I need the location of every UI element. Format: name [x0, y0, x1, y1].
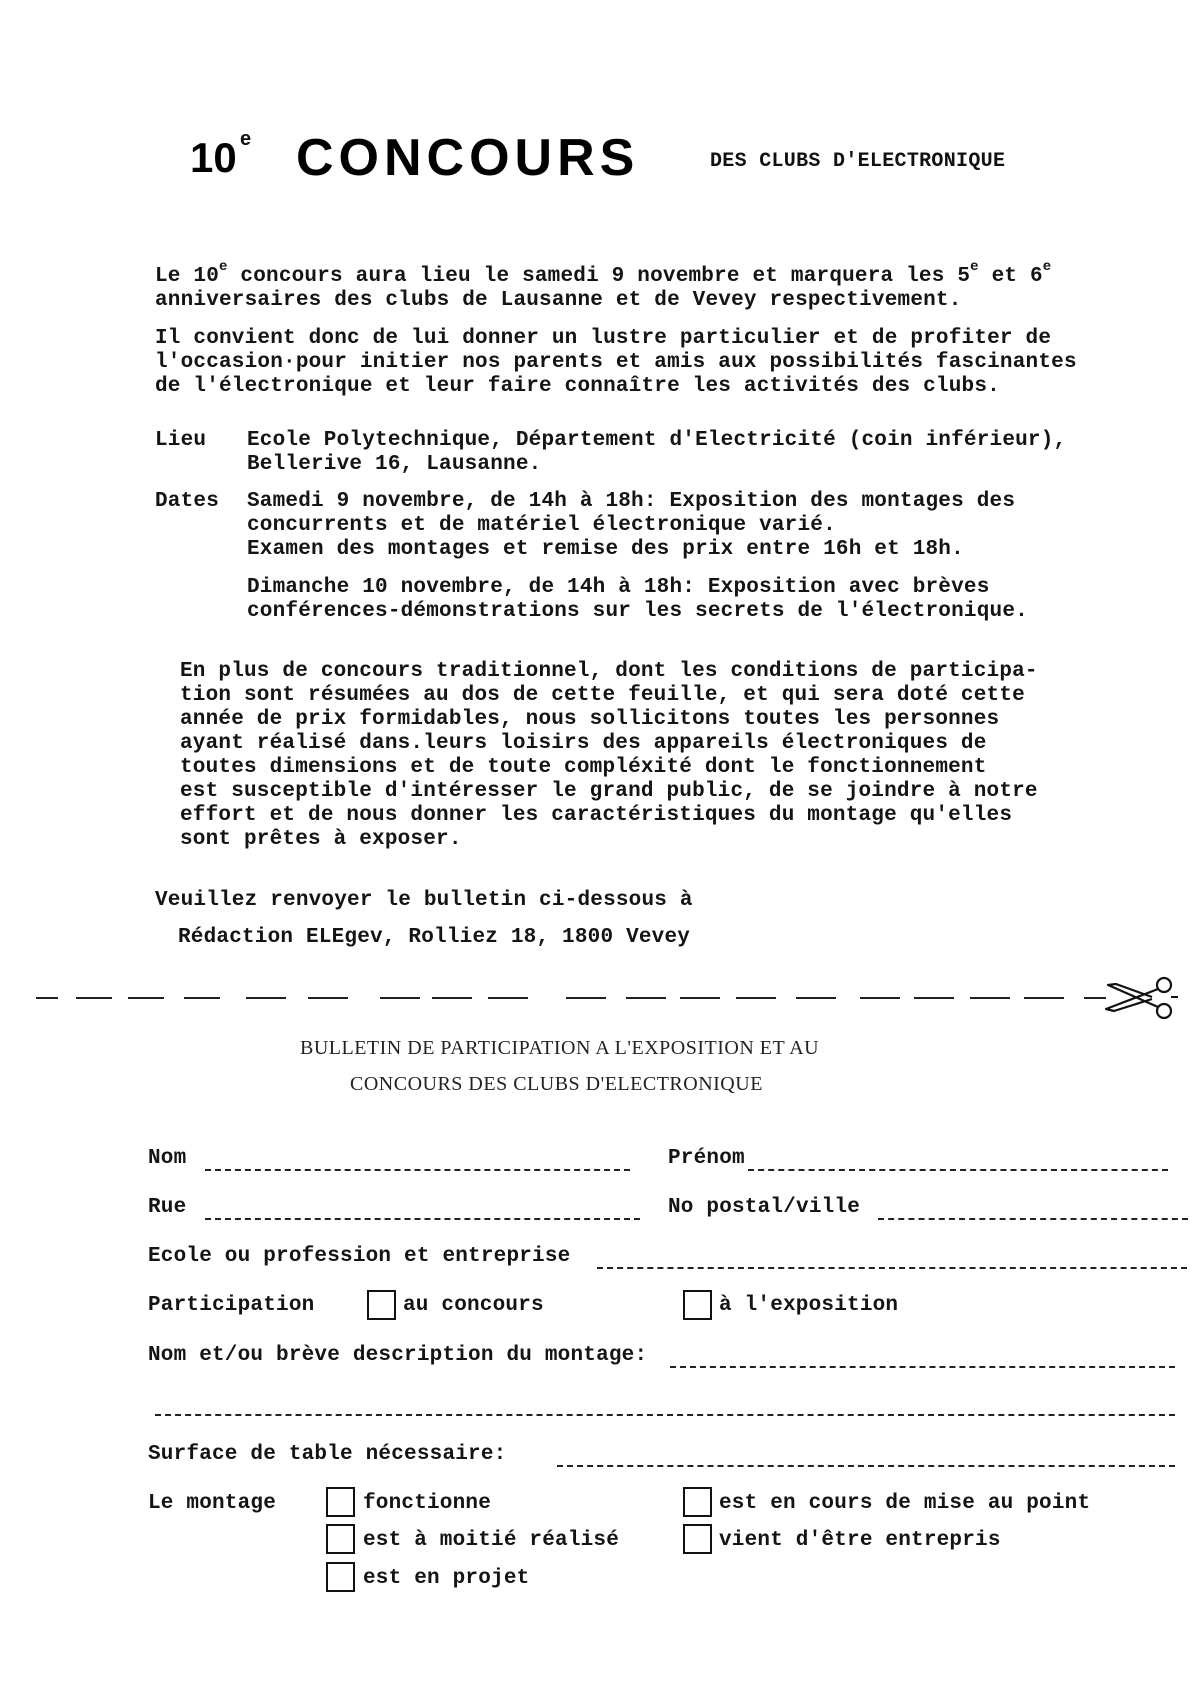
cut-segment	[860, 997, 900, 999]
surface-label: Surface de table nécessaire:	[148, 1443, 507, 1466]
body-line: effort et de nous donner les caractéristiques du montage qu'elles	[180, 804, 1013, 827]
description-field-2[interactable]	[155, 1414, 1175, 1416]
checkbox-fonctionne[interactable]	[326, 1487, 355, 1517]
intro-text: concours aura lieu le samedi 9 novembre et marquera les 5	[227, 265, 971, 288]
opt-exposition-label: à l'exposition	[719, 1294, 899, 1317]
m-projet-label: est en projet	[363, 1567, 530, 1590]
cut-segment	[246, 997, 286, 999]
nom-label: Nom	[148, 1147, 187, 1170]
page-title: CONCOURS	[296, 129, 640, 187]
edition-number: 10	[190, 134, 237, 181]
cut-segment	[432, 997, 472, 999]
cut-segment	[626, 997, 666, 999]
cut-segment	[970, 997, 1010, 999]
body-line: toutes dimensions et de toute compléxité dont le fonctionnement	[180, 756, 987, 779]
cut-segment	[914, 997, 954, 999]
prenom-field[interactable]	[748, 1169, 1168, 1171]
superscript: e	[970, 259, 979, 275]
intro-line-3: Il convient donc de lui donner un lustre particulier et de profiter de	[155, 327, 1052, 350]
checkbox-projet[interactable]	[326, 1562, 355, 1592]
body-line: est susceptible d'intéresser le grand public, de se joindre à notre	[180, 780, 1038, 803]
cut-segment	[36, 997, 58, 999]
scissors-icon	[1098, 975, 1180, 1023]
nom-field[interactable]	[205, 1169, 630, 1171]
checkbox-entrepris[interactable]	[683, 1524, 712, 1554]
dates-line-4: Dimanche 10 novembre, de 14h à 18h: Exposition avec brèves	[247, 576, 990, 599]
m-fonctionne-label: fonctionne	[363, 1492, 492, 1515]
body-line: tion sont résumées au dos de cette feuille, et qui sera doté cette	[180, 684, 1025, 707]
checkbox-moitie[interactable]	[326, 1524, 355, 1554]
cut-segment	[380, 997, 420, 999]
return-address: Rédaction ELEgev, Rolliez 18, 1800 Vevey	[178, 926, 691, 949]
dates-line-5: conférences-démonstrations sur les secrets de l'électronique.	[247, 600, 1028, 623]
cut-segment	[128, 997, 164, 999]
prenom-label: Prénom	[668, 1147, 745, 1170]
surface-field[interactable]	[557, 1465, 1175, 1467]
postal-label: No postal/ville	[668, 1196, 861, 1219]
dates-label: Dates	[155, 490, 220, 513]
m-cours-label: est en cours de mise au point	[719, 1492, 1091, 1515]
superscript: e	[1042, 259, 1052, 275]
bulletin-title-line-1: BULLETIN DE PARTICIPATION A L'EXPOSITION ET AU	[300, 1037, 820, 1059]
checkbox-exposition[interactable]	[683, 1290, 712, 1320]
opt-concours-label: au concours	[403, 1294, 544, 1317]
m-entrepris-label: vient d'être entrepris	[719, 1529, 1001, 1552]
postal-field[interactable]	[878, 1218, 1188, 1220]
cut-segment	[796, 997, 836, 999]
cut-segment	[488, 997, 528, 999]
edition-number-sup: e	[240, 128, 252, 150]
cut-line	[0, 985, 1200, 1025]
rue-label: Rue	[148, 1196, 187, 1219]
body-line: sont prêtes à exposer.	[180, 828, 462, 851]
page-subtitle: DES CLUBS D'ELECTRONIQUE	[710, 150, 1006, 173]
cut-segment	[566, 997, 606, 999]
m-moitie-label: est à moitié réalisé	[363, 1529, 620, 1552]
montage-label: Le montage	[148, 1492, 277, 1515]
body-paragraph	[180, 660, 1038, 852]
ecole-field[interactable]	[597, 1267, 1187, 1269]
checkbox-en-cours[interactable]	[683, 1487, 712, 1517]
body-line: En plus de concours traditionnel, dont les conditions de participa-	[180, 660, 1038, 683]
checkbox-concours[interactable]	[367, 1290, 396, 1320]
intro-line-2: anniversaires des clubs de Lausanne et de Vevey respectivement.	[155, 289, 962, 312]
header	[190, 128, 1090, 198]
dates-line-1: Samedi 9 novembre, de 14h à 18h: Exposition des montages des	[247, 490, 1016, 513]
intro-line-4: l'occasion·pour initier nos parents et amis aux possibilités fascinantes	[155, 351, 1077, 374]
description-label: Nom et/ou brève description du montage:	[148, 1344, 648, 1367]
ecole-label: Ecole ou profession et entreprise	[148, 1245, 571, 1268]
body-line: année de prix formidables, nous sollicitons toutes les personnes	[180, 708, 1000, 731]
cut-segment	[184, 997, 220, 999]
cut-segment	[1024, 997, 1064, 999]
lieu-label: Lieu	[155, 429, 207, 452]
dates-line-2: concurrents et de matériel électronique varié.	[247, 514, 836, 537]
body-line: ayant réalisé dans.leurs loisirs des appareils électroniques de	[180, 732, 987, 755]
cut-segment	[308, 997, 348, 999]
return-instruction: Veuillez renvoyer le bulletin ci-dessous à	[155, 889, 693, 912]
rue-field[interactable]	[205, 1218, 640, 1220]
lieu-line-1: Ecole Polytechnique, Département d'Electricité (coin inférieur),	[247, 429, 1067, 452]
cut-segment	[736, 997, 776, 999]
bulletin-title-line-2: CONCOURS DES CLUBS D'ELECTRONIQUE	[350, 1073, 763, 1095]
intro-line-5: de l'électronique et leur faire connaître les activités des clubs.	[155, 375, 1000, 398]
description-field-1[interactable]	[670, 1366, 1175, 1368]
cut-segment	[76, 997, 112, 999]
intro-text: et 6	[978, 265, 1043, 288]
cut-segment	[680, 997, 720, 999]
intro-text: Le 10	[155, 265, 220, 288]
participation-label: Participation	[148, 1294, 315, 1317]
dates-line-3: Examen des montages et remise des prix entre 16h et 18h.	[247, 538, 964, 561]
intro-line-1	[155, 259, 1052, 288]
superscript: e	[219, 259, 228, 275]
lieu-line-2: Bellerive 16, Lausanne.	[247, 453, 542, 476]
